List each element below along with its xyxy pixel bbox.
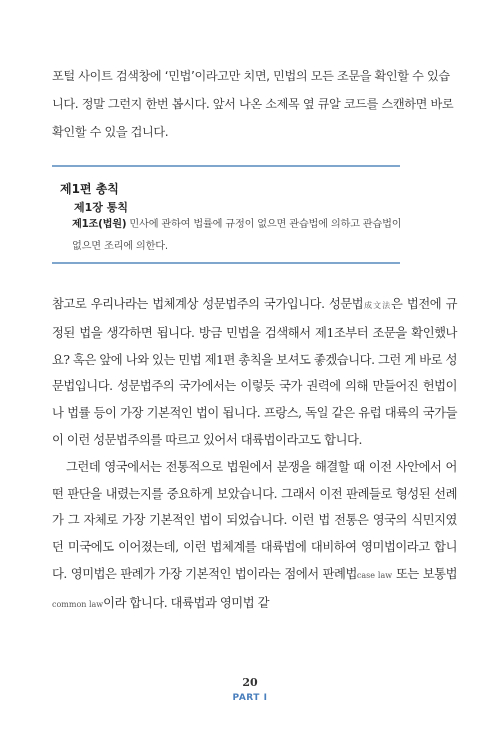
main-p2-text-b: 또는 보통법 [392, 566, 458, 581]
law-chapter-title: 제1장 통칙 [74, 201, 128, 214]
hanja-annotation: 成文法 [363, 301, 392, 310]
main-body [52, 291, 457, 619]
main-paragraph-1 [52, 291, 457, 454]
intro-text: 포털 사이트 검색창에 ‘민법’이라고만 치면, 민법의 모든 조문을 확인할 수 있습니다. 정말 그런지 한번 봅시다. 앞서 나온 소제목 옆 큐알 코드를 스캔하면 바로 확인할 수 있을 겁니다. [52, 69, 454, 139]
part-label: PART I [232, 693, 268, 703]
law-part-title: 제1편 총칙 [60, 182, 119, 196]
main-paragraph-2 [52, 454, 457, 619]
law-box-bottom-rule [52, 262, 400, 264]
law-box-top-rule [52, 165, 400, 167]
intro-paragraph [52, 62, 457, 146]
common-law-annotation: common law [52, 599, 104, 609]
main-p1-text-b: 은 법전에 규정된 법을 생각하면 됩니다. 방금 민법을 검색해서 제1조부터 조문을 확인했나요? 혹은 앞에 나와 있는 민법 제1편 총칙을 보셔도 좋겠습니다. 그런 게 바로 성문법입니다. 성문법주의 국가에서는 이렇듯 국가 권력에 의해 만들어진 헌법이나 법률 등이 가장 기본적인 법이 됩니다. 프랑스, 독일 같은 유럽 대륙의 국가들이 이런 성문법주의를 따르고 있어서 대륙법이라고도 합니다. [52, 297, 458, 447]
main-p2-text-c: 이라 합니다. 대륙법과 영미법 같 [103, 595, 270, 610]
law-article [72, 214, 402, 258]
main-p2-text-a: 그런데 영국에서는 전통적으로 법원에서 분쟁을 해결할 때 이전 사안에서 어떤 판단을 내렸는지를 중요하게 보았습니다. 그래서 이전 판례들로 형성된 선례가 그 자체로 가장 기본적인 법이 되었습니다. 이런 법 전통은 영국의 식민지였던 미국에도 이어졌는데, 이런 법체계를 대륙법에 대비하여 영미법이라고 합니다. 영미법은 판례가 가장 기본적인 법이라는 점에서 판례법 [52, 459, 457, 581]
law-article-label: 제1조(법원) [72, 219, 127, 230]
page-number: 20 [242, 676, 258, 689]
law-article-text: 민사에 관하여 법률에 규정이 없으면 관습법에 의하고 관습법이 없으면 조리에 의한다. [72, 219, 402, 252]
case-law-annotation: case law [356, 570, 393, 580]
main-p1-text-a: 참고로 우리나라는 법체계상 성문법주의 국가입니다. 성문법 [52, 297, 364, 311]
